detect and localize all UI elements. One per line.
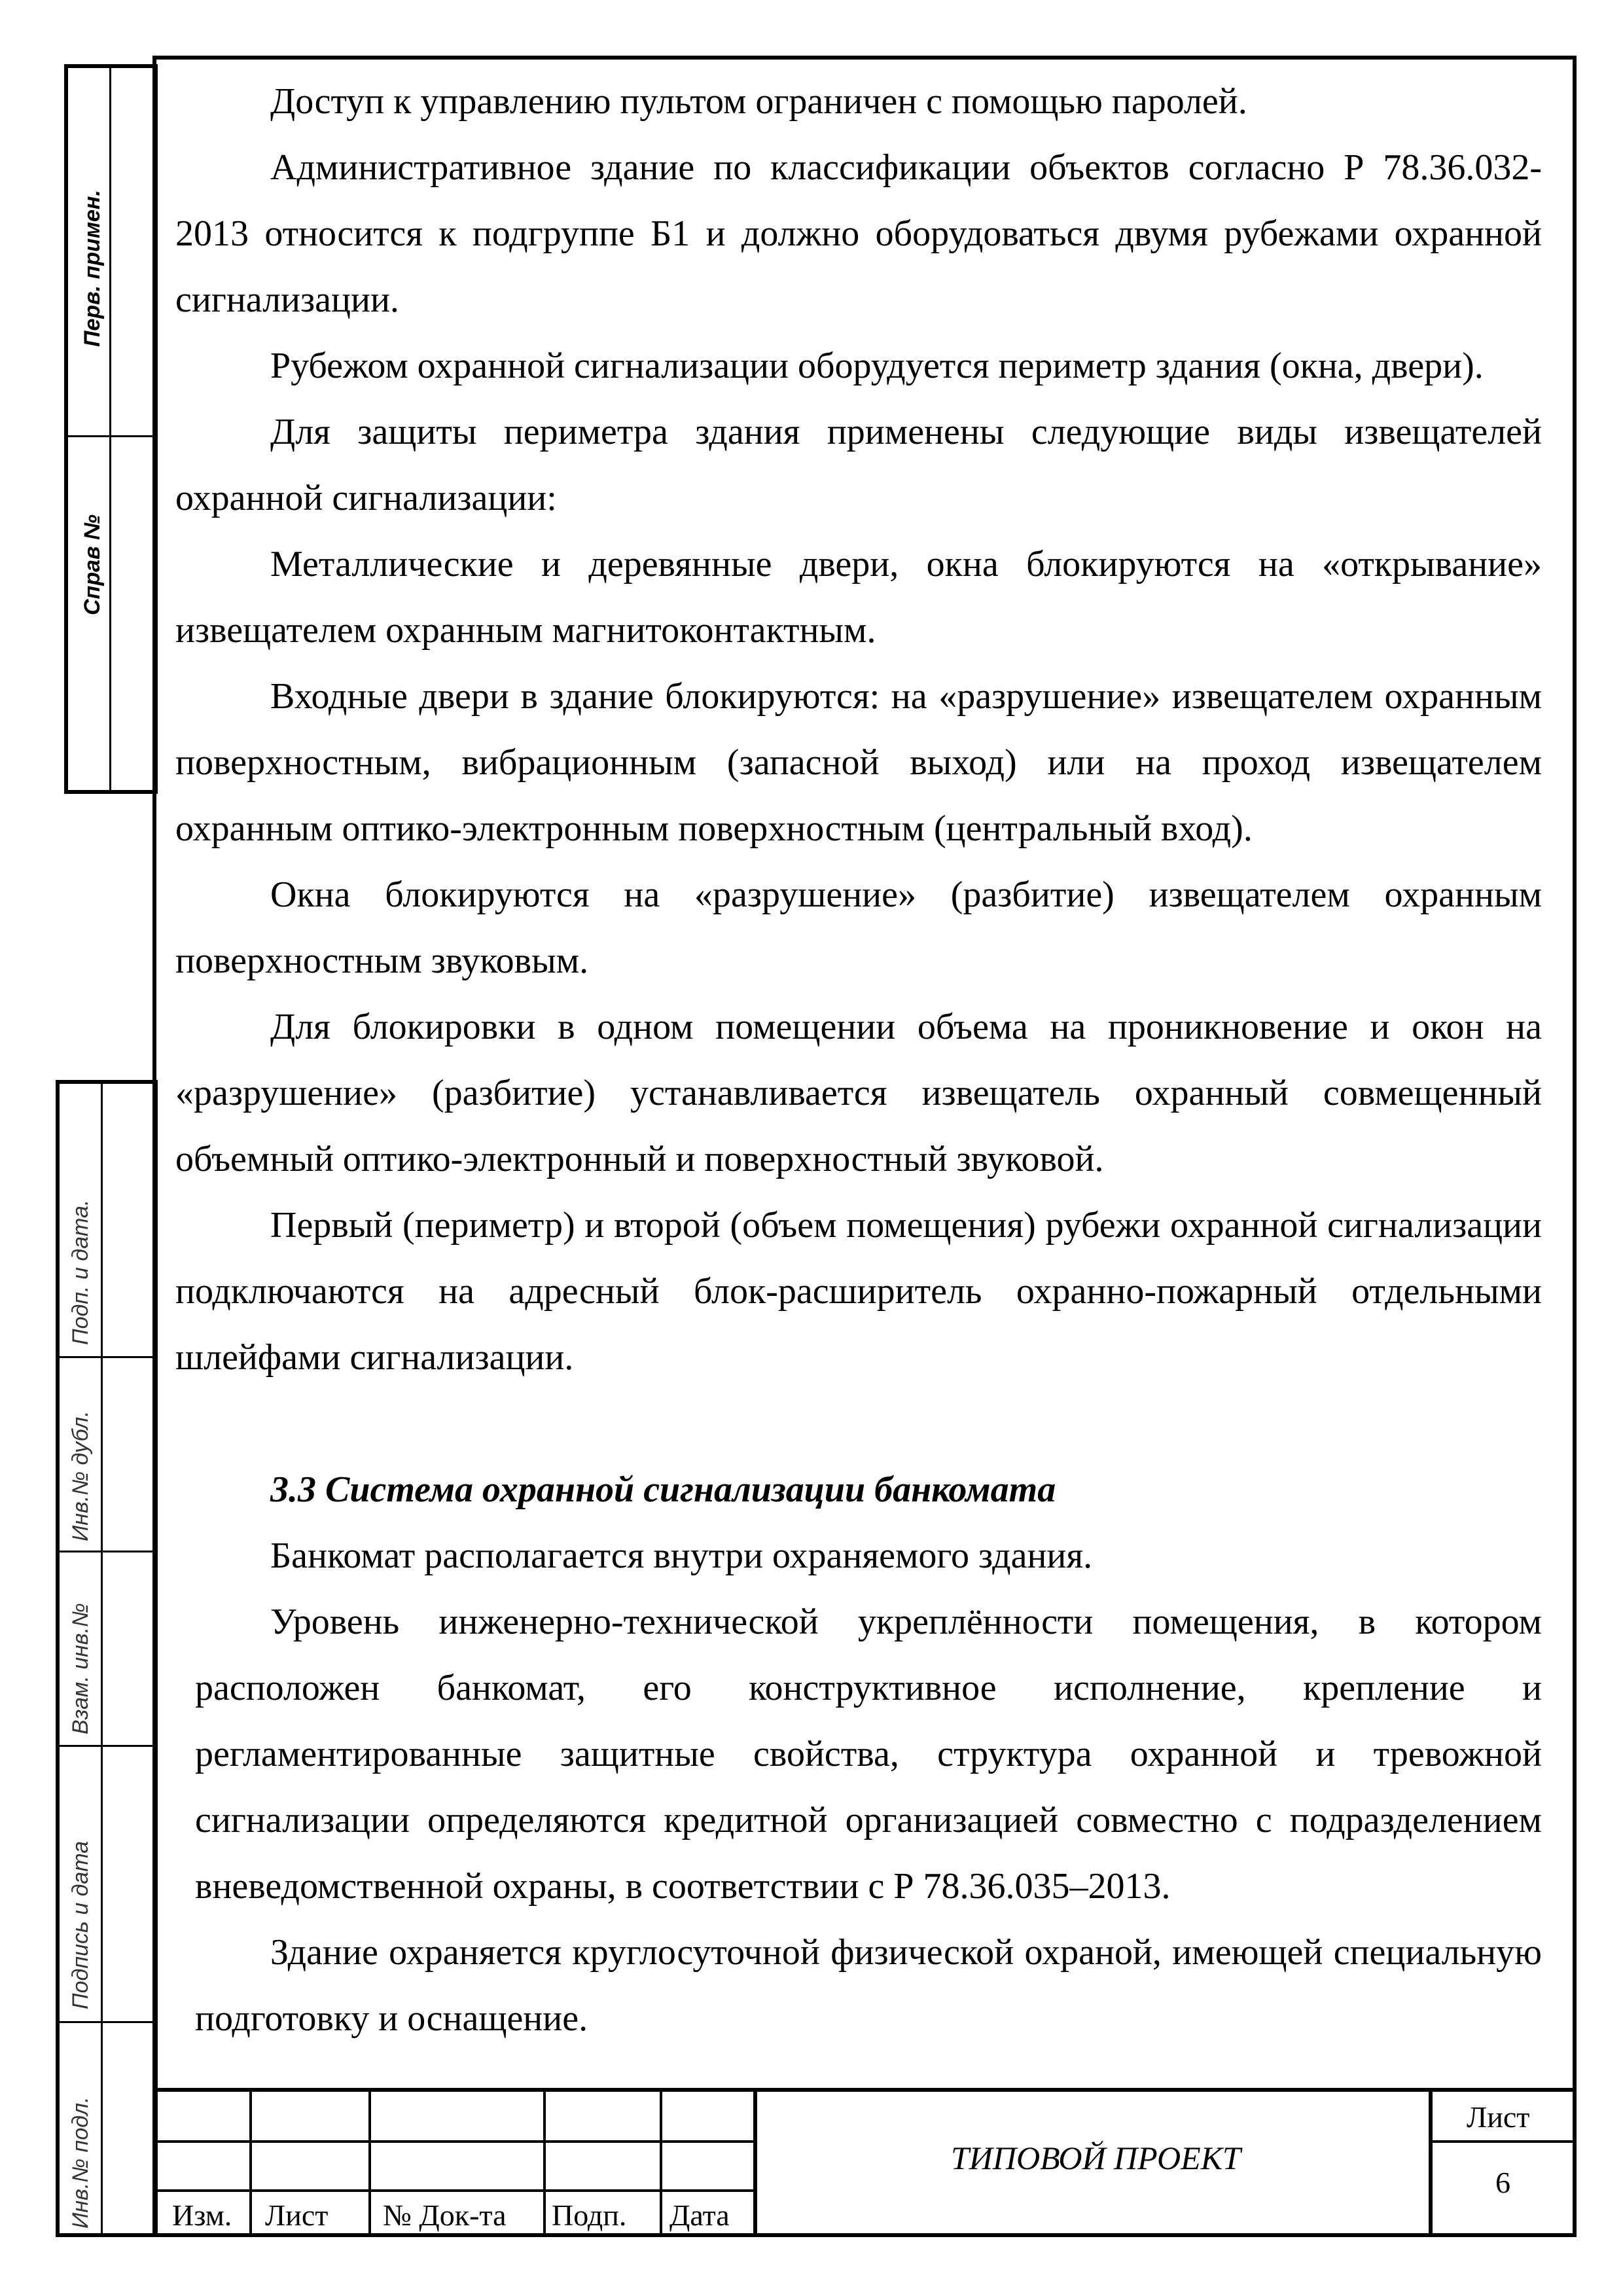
podp-data-label: Подп. и дата. bbox=[68, 1199, 93, 1345]
paragraph: Входные двери в здание блокируются: на «разрушение» извещателем охранным поверхностным, вибрационным (запасной выход) или на проход извещателем охранным оптико-электронным поверхностным (центральный вход). bbox=[175, 676, 1542, 849]
paragraph: Для блокировки в одном помещении объема на проникновение и окон на «разрушение» (разбитие) устанавливается извещатель охранный совмещенный объемный оптико-электронный и поверхностный звуковой. bbox=[175, 1007, 1542, 1179]
paragraph: Здание охраняется круглосуточной физической охраной, имеющей специальную подготовку и оснащение. bbox=[195, 1932, 1542, 2039]
stamp-podp: Подп. bbox=[552, 2198, 627, 2232]
stamp-grid-line bbox=[1429, 2140, 1577, 2143]
vzam-inv-label: Взам. инв.№ bbox=[68, 1603, 93, 1734]
stamp-list: Лист bbox=[265, 2198, 329, 2232]
paragraph: Банкомат располагается внутри охраняемого здания. bbox=[270, 1535, 1093, 1576]
paragraph: Для защиты периметра здания применены следующие виды извещателей охранной сигнализации: bbox=[175, 412, 1542, 518]
stamp-grid-line bbox=[543, 2088, 546, 2237]
inv-dubl-label: Инв.№ дубл. bbox=[68, 1410, 93, 1541]
document-body bbox=[175, 69, 1542, 2052]
stamp-dok: № Док-та bbox=[383, 2198, 507, 2232]
stamp-grid-line bbox=[1429, 2088, 1433, 2237]
document-title: ТИПОВОЙ ПРОЕКТ bbox=[951, 2140, 1241, 2176]
sidebar-top-divider bbox=[64, 64, 158, 437]
sheet-label: Лист bbox=[1467, 2100, 1530, 2134]
section-gap bbox=[175, 1391, 1542, 1457]
title-block bbox=[152, 2088, 1577, 2237]
perv-primen-label: Перв. примен. bbox=[80, 190, 105, 347]
sheet-number: 6 bbox=[1495, 2166, 1510, 2199]
section-heading: 3.3 Система охранной сигнализации банкомата bbox=[270, 1469, 1056, 1510]
inv-podl-label: Инв.№ подл. bbox=[68, 2096, 93, 2229]
stamp-izm: Изм. bbox=[172, 2198, 232, 2232]
podpis-data-label: Подпись и дата bbox=[68, 1840, 93, 2009]
stamp-grid-line bbox=[152, 2189, 756, 2192]
stamp-grid-line bbox=[660, 2088, 662, 2237]
paragraph: Металлические и деревянные двери, окна блокируются на «открывание» извещателем охранным магнитоконтактным. bbox=[175, 544, 1542, 651]
sprav-no-label: Справ № bbox=[80, 514, 105, 615]
stamp-grid-line bbox=[753, 2088, 757, 2237]
paragraph: Рубежом охранной сигнализации оборудуется периметр здания (окна, двери). bbox=[270, 346, 1484, 386]
stamp-top-line bbox=[152, 2088, 1577, 2092]
stamp-data: Дата bbox=[669, 2198, 730, 2232]
paragraph: Первый (периметр) и второй (объем помещения) рубежи охранной сигнализации подключаются на адресный блок-расширитель охранно-пожарный отдельными шлейфами сигнализации. bbox=[175, 1205, 1542, 1378]
stamp-grid-line bbox=[152, 2140, 756, 2143]
paragraph: Административное здание по классификации объектов согласно Р 78.36.032-2013 относится к подгруппе Б1 и должно оборудоваться двумя рубежами охранной сигнализации. bbox=[175, 147, 1542, 320]
paragraph: Окна блокируются на «разрушение» (разбитие) извещателем охранным поверхностным звуковым. bbox=[175, 874, 1542, 981]
stamp-grid-line bbox=[249, 2088, 252, 2237]
stamp-grid-line bbox=[368, 2088, 371, 2237]
paragraph: Уровень инженерно-технической укреплённости помещения, в котором расположен банкомат, его конструктивное исполнение, крепление и регламентированные защитные свойства, структура охранной и тревожной сигнализации определяются кредитной организацией совместно с подразделением вневедомственной охраны, в соответствии с Р 78.36.035–2013. bbox=[195, 1602, 1542, 1907]
paragraph: Доступ к управлению пультом ограничен с помощью паролей. bbox=[270, 81, 1247, 122]
